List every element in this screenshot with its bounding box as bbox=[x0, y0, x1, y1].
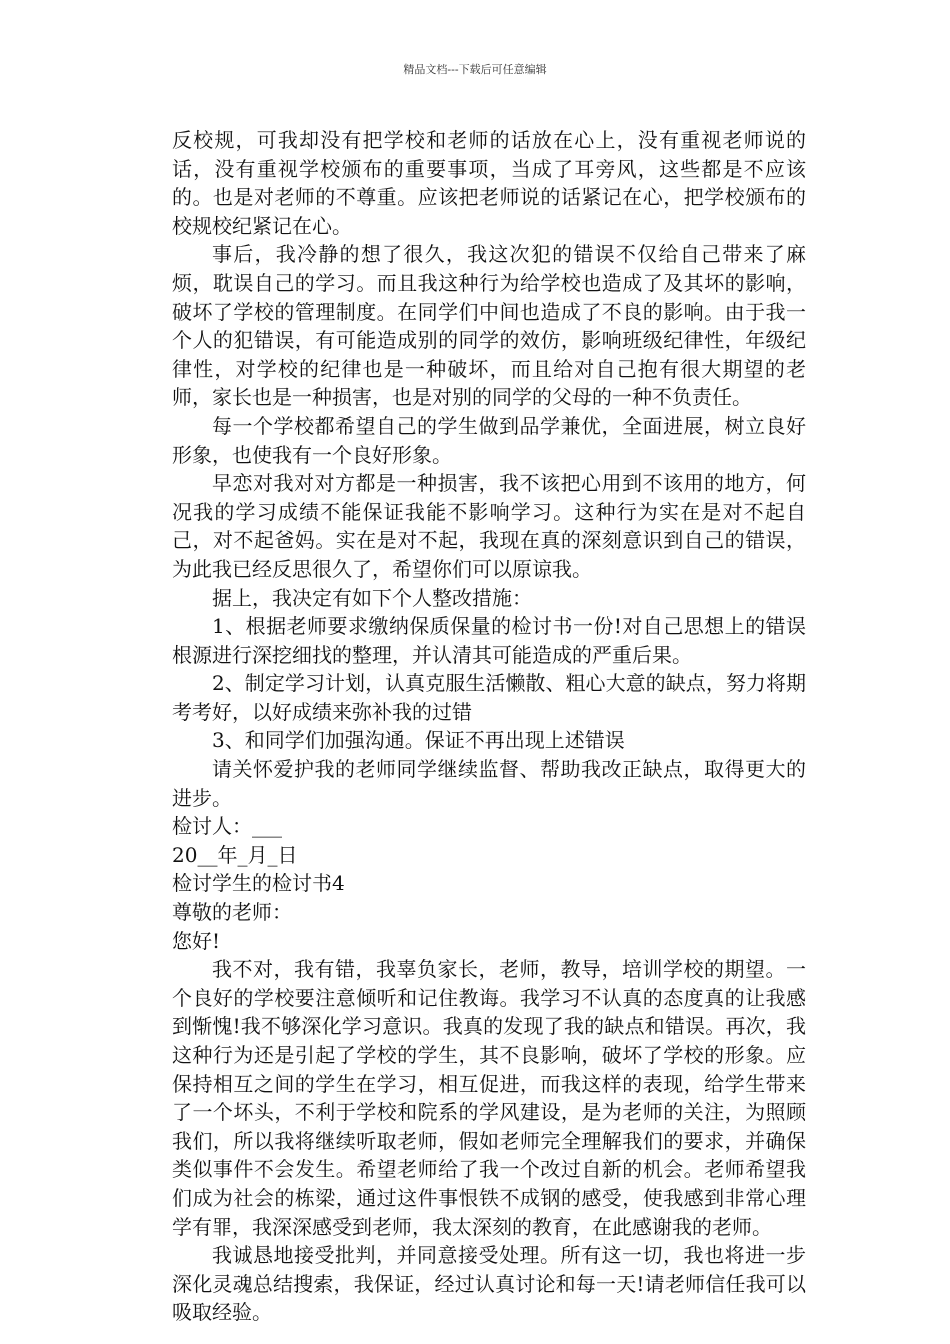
list-item: 2、制定学习计划，认真克服生活懒散、粗心大意的缺点，努力将期考考好，以好成绩来弥补我的过错 bbox=[172, 671, 806, 724]
paragraph: 反校规，可我却没有把学校和老师的话放在心上，没有重视老师说的话，没有重视学校颁布的重要事项，当成了耳旁风，这些都是不应该的。也是对老师的不尊重。应该把老师说的话紧记在心，把学校颁布的校规校纪紧记在心。 bbox=[172, 128, 806, 238]
section-title: 检讨学生的检讨书4 bbox=[172, 871, 345, 896]
signature-line: 检讨人：___ bbox=[172, 814, 282, 839]
document-body bbox=[172, 126, 806, 1327]
paragraph: 我诚恳地接受批判，并同意接受处理。所有这一切，我也将进一步深化灵魂总结搜索，我保证，经过认真讨论和每一天!请老师信任我可以吸取经验。 bbox=[172, 1243, 806, 1325]
greeting: 您好! bbox=[172, 928, 221, 953]
paragraph: 我不对，我有错，我辜负家长，老师，教导，培训学校的期望。一个良好的学校要注意倾听和记住教诲。我学习不认真的态度真的让我感到惭愧!我不够深化学习意识。我真的发现了我的缺点和错误。再次，我这种行为还是引起了学校的学生，其不良影响，破坏了学校的形象。应保持相互之间的学生在学习，相互促进，而我这样的表现，给学生带来了一个坏头，不利于学校和院系的学风建设，是为老师的关注，为照顾我们，所以我将继续听取老师，假如老师完全理解我们的要求，并确保类似事件不会发生。希望老师给了我一个改过自新的机会。老师希望我们成为社会的栋梁，通过这件事恨铁不成钢的感受，使我感到非常心理学有罪，我深深感受到老师，我太深刻的教育，在此感谢我的老师。 bbox=[172, 957, 806, 1239]
list-item: 3、和同学们加强沟通。保证不再出现上述错误 bbox=[212, 728, 625, 753]
page-header: 精品文档---下载后可任意编辑 bbox=[403, 63, 547, 76]
paragraph: 请关怀爱护我的老师同学继续监督、帮助我改正缺点，取得更大的进步。 bbox=[172, 757, 806, 810]
paragraph: 每一个学校都希望自己的学生做到品学兼优，全面进展，树立良好形象，也使我有一个良好形象。 bbox=[172, 413, 806, 467]
salutation: 尊敬的老师： bbox=[172, 900, 292, 925]
paragraph: 据上，我决定有如下个人整改措施： bbox=[212, 585, 532, 610]
date-line: 20__年_月_日 bbox=[172, 842, 298, 867]
paragraph: 早恋对我对对方都是一种损害，我不该把心用到不该用的地方，何况我的学习成绩不能保证我能不影响学习。这种行为实在是对不起自己，对不起爸妈。实在是对不起，我现在真的深刻意识到自己的错误，为此我已经反思很久了，希望你们可以原谅我。 bbox=[172, 471, 806, 581]
paragraph: 事后，我冷静的想了很久，我这次犯的错误不仅给自己带来了麻烦，耽误自己的学习。而且我这种行为给学校也造成了及其坏的影响，破坏了学校的管理制度。在同学们中间也造成了不良的影响。由于我一个人的犯错误，有可能造成别的同学的效仿，影响班级纪律性，年级纪律性，对学校的纪律也是一种破坏，而且给对自己抱有很大期望的老师，家长也是一种损害，也是对别的同学的父母的一种不负责任。 bbox=[172, 242, 806, 410]
list-item: 1、根据老师要求缴纳保质保量的检讨书一份!对自己思想上的错误根源进行深挖细找的整理，并认清其可能造成的严重后果。 bbox=[172, 614, 806, 667]
